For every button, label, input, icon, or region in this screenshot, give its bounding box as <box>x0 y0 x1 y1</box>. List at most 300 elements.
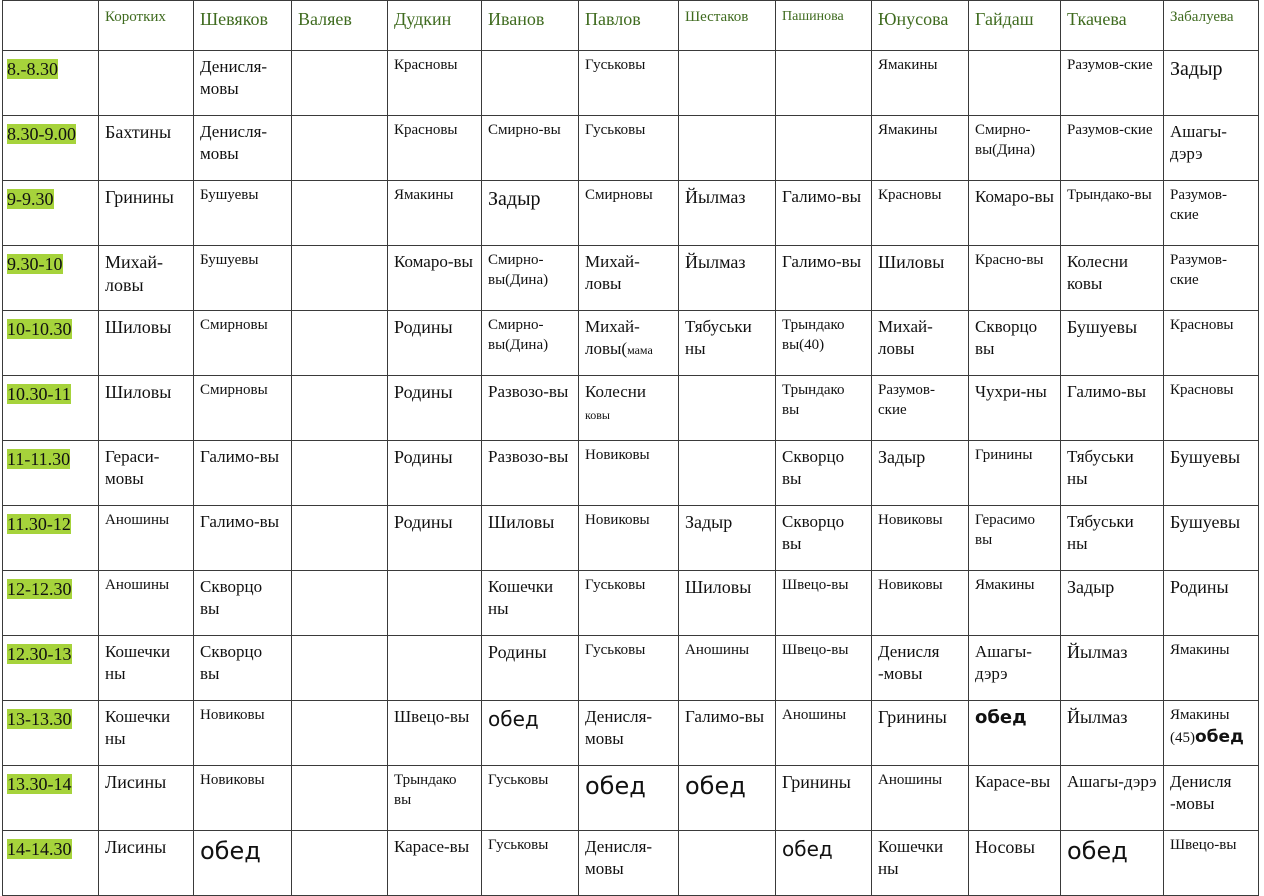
schedule-cell <box>292 116 388 181</box>
cell-text: обед <box>200 837 261 865</box>
cell-text: Скворцо вы <box>782 512 845 554</box>
schedule-cell <box>776 311 872 376</box>
schedule-cell <box>579 376 679 441</box>
header-cell: Иванов <box>482 1 579 51</box>
lunch-label: обед <box>1195 726 1244 747</box>
schedule-cell <box>1061 766 1164 831</box>
header-cell <box>3 1 99 51</box>
schedule-cell <box>872 51 969 116</box>
cell-text: Михай-ловы <box>878 317 933 359</box>
cell-text: Аношины <box>105 512 170 528</box>
schedule-cell <box>776 571 872 636</box>
schedule-cell <box>679 311 776 376</box>
schedule-cell <box>1164 51 1259 116</box>
schedule-cell <box>292 831 388 896</box>
cell-text: Разумов-ские <box>1170 252 1227 288</box>
schedule-cell <box>679 831 776 896</box>
cell-text: Родины <box>1170 577 1229 597</box>
cell-text: Трындако вы <box>394 772 457 808</box>
cell-text: Денисля -мовы <box>878 642 940 684</box>
schedule-cell <box>579 831 679 896</box>
cell-text: Носовы <box>975 837 1036 857</box>
schedule-cell <box>1164 246 1259 311</box>
cell-text: Йылмаз <box>1067 707 1128 727</box>
cell-text: Аношины <box>782 707 847 723</box>
cell-text: Михай-ловы( <box>585 317 640 359</box>
cell-text: Галимо-вы <box>685 707 765 726</box>
cell-text: обед <box>1067 837 1128 865</box>
schedule-cell <box>482 766 579 831</box>
schedule-cell <box>99 51 194 116</box>
schedule-cell <box>194 246 292 311</box>
cell-text: Задыр <box>878 447 926 467</box>
schedule-cell <box>872 506 969 571</box>
schedule-cell <box>1164 766 1259 831</box>
schedule-cell <box>776 831 872 896</box>
schedule-cell <box>969 636 1061 701</box>
schedule-cell <box>969 116 1061 181</box>
cell-text: Кошечки ны <box>488 577 554 619</box>
schedule-cell <box>388 376 482 441</box>
schedule-cell <box>679 441 776 506</box>
schedule-cell <box>292 311 388 376</box>
cell-text: Красно-вы <box>975 252 1044 268</box>
cell-text: Бушуевы <box>1170 512 1241 532</box>
schedule-cell <box>1061 441 1164 506</box>
table-row <box>3 571 1259 636</box>
header-cell: Гайдаш <box>969 1 1061 51</box>
cell-text: Галимо-вы <box>200 512 280 531</box>
time-cell <box>3 376 99 441</box>
cell-text: Трындако вы(40) <box>782 317 845 353</box>
cell-text: Задыр <box>685 512 733 532</box>
schedule-cell <box>194 571 292 636</box>
cell-text: Галимо-вы <box>782 252 862 271</box>
schedule-cell <box>969 51 1061 116</box>
cell-text: Развозо-вы <box>488 447 569 466</box>
schedule-cell <box>579 116 679 181</box>
table-row <box>3 766 1259 831</box>
schedule-cell <box>482 701 579 766</box>
schedule-cell <box>579 441 679 506</box>
cell-text: Ямакины <box>1170 642 1230 658</box>
schedule-cell <box>194 701 292 766</box>
time-label: 8.30-9.00 <box>7 124 76 144</box>
schedule-cell <box>194 441 292 506</box>
cell-text: Ямакины <box>394 187 454 203</box>
cell-text: Красновы <box>1170 382 1234 398</box>
schedule-cell <box>969 571 1061 636</box>
cell-text: Ашагы-дэрэ <box>1067 772 1157 791</box>
cell-text: Галимо-вы <box>1067 382 1147 401</box>
time-cell <box>3 311 99 376</box>
schedule-cell <box>99 376 194 441</box>
time-cell <box>3 441 99 506</box>
cell-text: Шиловы <box>878 252 945 272</box>
schedule-cell <box>679 181 776 246</box>
cell-text: Разумов-ские <box>1170 187 1227 223</box>
cell-text: обед <box>685 772 746 800</box>
cell-text: Гринины <box>975 447 1033 463</box>
schedule-cell <box>679 51 776 116</box>
cell-text: Смирно-вы(Дина) <box>975 122 1036 158</box>
cell-text: Кошечки ны <box>105 642 171 684</box>
header-row <box>3 1 1259 51</box>
cell-text: Йылмаз <box>685 252 746 272</box>
schedule-cell <box>579 311 679 376</box>
time-label: 11.30-12 <box>7 514 71 534</box>
cell-text: Швецо-вы <box>782 642 849 658</box>
schedule-cell <box>292 51 388 116</box>
schedule-cell <box>482 116 579 181</box>
schedule-cell <box>679 766 776 831</box>
cell-text: Денисля-мовы <box>585 707 653 749</box>
schedule-cell <box>1164 571 1259 636</box>
schedule-cell <box>872 766 969 831</box>
table-row <box>3 506 1259 571</box>
cell-text: Чухри-ны <box>975 382 1047 401</box>
schedule-cell <box>99 831 194 896</box>
cell-text: Денисля-мовы <box>200 122 268 164</box>
header-cell: Пашинова <box>776 1 872 51</box>
cell-text: обед <box>782 837 833 861</box>
schedule-cell <box>872 636 969 701</box>
cell-text: Швецо-вы <box>1170 837 1237 853</box>
cell-text: Карасе-вы <box>975 772 1051 791</box>
cell-text: Бахтины <box>105 122 172 142</box>
schedule-cell <box>579 51 679 116</box>
cell-text: обед <box>585 772 646 800</box>
header-cell: Коротких <box>99 1 194 51</box>
schedule-cell <box>1061 246 1164 311</box>
schedule-cell <box>872 116 969 181</box>
schedule-cell <box>194 51 292 116</box>
schedule-cell <box>679 636 776 701</box>
schedule-cell <box>482 376 579 441</box>
schedule-cell <box>579 766 679 831</box>
time-label: 8.-8.30 <box>7 59 58 79</box>
cell-text: Лисины <box>105 772 167 792</box>
schedule-cell <box>969 181 1061 246</box>
schedule-cell <box>99 701 194 766</box>
cell-text: Ашагы-дэрэ <box>1170 122 1227 164</box>
schedule-cell <box>872 701 969 766</box>
schedule-cell <box>1164 116 1259 181</box>
schedule-cell <box>388 246 482 311</box>
cell-text: Скворцо вы <box>200 642 263 684</box>
cell-text: Шиловы <box>105 317 172 337</box>
schedule-cell <box>388 51 482 116</box>
schedule-cell <box>482 311 579 376</box>
schedule-cell <box>1061 831 1164 896</box>
cell-text: Михай-ловы <box>105 252 164 296</box>
cell-text: Кошечки ны <box>105 707 171 749</box>
cell-text: Скворцо вы <box>782 447 845 489</box>
table-row <box>3 376 1259 441</box>
time-cell <box>3 636 99 701</box>
schedule-cell <box>292 441 388 506</box>
schedule-cell <box>99 441 194 506</box>
cell-text: обед <box>975 707 1027 728</box>
header-cell: Дудкин <box>388 1 482 51</box>
cell-text: Красновы <box>394 57 458 73</box>
schedule-cell <box>292 376 388 441</box>
cell-text: Родины <box>488 642 547 662</box>
cell-text: Красновы <box>878 187 942 203</box>
schedule-cell <box>579 246 679 311</box>
schedule-cell <box>1061 376 1164 441</box>
schedule-cell <box>679 701 776 766</box>
cell-text: Гринины <box>782 772 851 792</box>
schedule-cell <box>482 506 579 571</box>
schedule-cell <box>969 376 1061 441</box>
schedule-cell <box>388 701 482 766</box>
schedule-cell <box>194 376 292 441</box>
schedule-cell <box>679 506 776 571</box>
schedule-cell <box>194 311 292 376</box>
schedule-cell <box>482 636 579 701</box>
schedule-cell <box>776 701 872 766</box>
cell-text: Денисля -мовы <box>1170 772 1232 814</box>
cell-text: Шиловы <box>685 577 752 597</box>
schedule-cell <box>482 441 579 506</box>
table-row <box>3 51 1259 116</box>
cell-text: Ямакины <box>878 122 938 138</box>
header-cell: Юнусова <box>872 1 969 51</box>
note-text: ковы <box>585 408 610 423</box>
table-row <box>3 701 1259 766</box>
cell-text: Карасе-вы <box>394 837 470 856</box>
schedule-cell <box>388 636 482 701</box>
cell-text: Колесни ковы <box>1067 252 1128 294</box>
schedule-cell <box>292 701 388 766</box>
schedule-cell <box>99 246 194 311</box>
schedule-cell <box>776 506 872 571</box>
schedule-cell <box>292 571 388 636</box>
schedule-cell <box>99 116 194 181</box>
schedule-cell <box>194 181 292 246</box>
header-cell: Ткачева <box>1061 1 1164 51</box>
time-label: 10.30-11 <box>7 384 71 404</box>
schedule-cell <box>482 571 579 636</box>
cell-text: Гуськовы <box>585 577 646 593</box>
cell-text: обед <box>488 707 539 731</box>
cell-text: Ямакины <box>975 577 1035 593</box>
header-cell: Шевяков <box>194 1 292 51</box>
header-cell: Шестаков <box>679 1 776 51</box>
schedule-cell <box>969 831 1061 896</box>
schedule-cell <box>292 506 388 571</box>
table-row <box>3 441 1259 506</box>
note-text: мама <box>627 343 653 358</box>
time-label: 11-11.30 <box>7 449 71 469</box>
schedule-cell <box>194 116 292 181</box>
cell-text: Новиковы <box>200 772 265 788</box>
schedule-cell <box>776 51 872 116</box>
schedule-cell <box>388 506 482 571</box>
cell-text: Скворцо вы <box>975 317 1038 359</box>
schedule-cell <box>1061 51 1164 116</box>
cell-text: Ашагы-дэрэ <box>975 642 1032 684</box>
table-row <box>3 116 1259 181</box>
schedule-cell <box>579 506 679 571</box>
cell-text: Смирно-вы(Дина) <box>488 252 549 288</box>
cell-text: Новиковы <box>200 707 265 723</box>
cell-text: Смирно-вы <box>488 122 561 138</box>
schedule-cell <box>482 51 579 116</box>
schedule-cell <box>872 376 969 441</box>
schedule-cell <box>388 441 482 506</box>
schedule-cell <box>679 376 776 441</box>
schedule-cell <box>776 441 872 506</box>
cell-text: Бушуевы <box>1067 317 1138 337</box>
time-label: 12.30-13 <box>7 644 72 664</box>
time-label: 9-9.30 <box>7 189 54 209</box>
schedule-cell <box>1164 506 1259 571</box>
schedule-cell <box>872 441 969 506</box>
schedule-cell <box>1061 701 1164 766</box>
cell-text: Разумов-ские <box>878 382 935 418</box>
cell-text: Разумов-ские <box>1067 122 1153 138</box>
schedule-cell <box>579 636 679 701</box>
time-label: 14-14.30 <box>7 839 72 859</box>
cell-text: Задыр <box>1170 58 1223 80</box>
schedule-cell <box>579 181 679 246</box>
schedule-cell <box>482 831 579 896</box>
cell-text: Новиковы <box>878 577 943 593</box>
schedule-cell <box>1061 311 1164 376</box>
cell-text: Трындако вы <box>782 382 845 418</box>
cell-text: Родины <box>394 447 453 467</box>
table-row <box>3 181 1259 246</box>
table-row <box>3 311 1259 376</box>
schedule-cell <box>388 181 482 246</box>
schedule-cell <box>482 181 579 246</box>
schedule-cell <box>292 246 388 311</box>
cell-text: Гуськовы <box>585 122 646 138</box>
schedule-cell <box>292 636 388 701</box>
schedule-cell <box>679 116 776 181</box>
schedule-cell <box>1061 116 1164 181</box>
schedule-cell <box>1164 441 1259 506</box>
time-cell <box>3 571 99 636</box>
cell-text: Гуськовы <box>488 837 549 853</box>
time-cell <box>3 51 99 116</box>
time-cell <box>3 701 99 766</box>
schedule-cell <box>292 766 388 831</box>
schedule-cell <box>1164 181 1259 246</box>
table-row <box>3 831 1259 896</box>
schedule-cell <box>99 311 194 376</box>
cell-text: Комаро-вы <box>975 187 1054 206</box>
schedule-cell <box>99 636 194 701</box>
cell-text: Скворцо вы <box>200 577 263 619</box>
schedule-cell <box>776 766 872 831</box>
schedule-cell <box>99 506 194 571</box>
schedule-table <box>2 0 1259 896</box>
time-label: 13.30-14 <box>7 774 72 794</box>
schedule-cell <box>292 181 388 246</box>
time-label: 12-12.30 <box>7 579 72 599</box>
schedule-cell <box>969 506 1061 571</box>
schedule-cell <box>99 571 194 636</box>
schedule-cell <box>194 831 292 896</box>
cell-text: Шиловы <box>488 512 555 532</box>
cell-text: Смирновы <box>585 187 653 203</box>
time-cell <box>3 116 99 181</box>
cell-text: Аношины <box>685 642 750 658</box>
cell-text: Родины <box>394 512 453 532</box>
cell-text: Ямакины (45) <box>1170 707 1230 746</box>
header-cell: Забалуева <box>1164 1 1259 51</box>
cell-text: Родины <box>394 317 453 337</box>
cell-text: Герасимо вы <box>975 512 1036 548</box>
cell-text: Швецо-вы <box>782 577 849 593</box>
cell-text: Бушуевы <box>200 252 259 268</box>
schedule-cell <box>1061 506 1164 571</box>
schedule-cell <box>969 246 1061 311</box>
cell-text: Смирновы <box>200 317 268 333</box>
time-label: 13-13.30 <box>7 709 72 729</box>
schedule-cell <box>872 571 969 636</box>
cell-text: Гринины <box>878 707 947 727</box>
cell-text: Тябуськи ны <box>1067 447 1134 489</box>
cell-text: Денисля-мовы <box>585 837 653 879</box>
schedule-cell <box>194 506 292 571</box>
schedule-cell <box>872 181 969 246</box>
time-cell <box>3 181 99 246</box>
schedule-cell <box>1061 181 1164 246</box>
schedule-cell <box>388 116 482 181</box>
time-cell <box>3 831 99 896</box>
cell-text: Гринины <box>105 187 174 207</box>
schedule-cell <box>388 831 482 896</box>
cell-text: Денисля-мовы <box>200 57 268 99</box>
schedule-cell <box>1164 311 1259 376</box>
cell-text: Швецо-вы <box>394 707 470 726</box>
schedule-cell <box>99 181 194 246</box>
cell-text: Галимо-вы <box>200 447 280 466</box>
schedule-cell <box>1061 636 1164 701</box>
schedule-cell <box>872 311 969 376</box>
cell-text: Новиковы <box>878 512 943 528</box>
cell-text: Кошечки ны <box>878 837 944 879</box>
cell-text: Гуськовы <box>488 772 549 788</box>
cell-text: Новиковы <box>585 447 650 463</box>
cell-text: Йылмаз <box>1067 642 1128 662</box>
cell-text: Тябуськи ны <box>685 317 752 359</box>
time-cell <box>3 506 99 571</box>
cell-text: Тябуськи ны <box>1067 512 1134 554</box>
cell-text: Бушуевы <box>200 187 259 203</box>
schedule-cell <box>579 701 679 766</box>
schedule-cell <box>1164 376 1259 441</box>
cell-text: Бушуевы <box>1170 447 1241 467</box>
schedule-cell <box>1164 831 1259 896</box>
schedule-cell <box>969 766 1061 831</box>
schedule-cell <box>1164 701 1259 766</box>
cell-text: Ямакины <box>878 57 938 73</box>
cell-text: Смирно-вы(Дина) <box>488 317 549 353</box>
schedule-cell <box>194 636 292 701</box>
cell-text: Комаро-вы <box>394 252 473 271</box>
time-label: 10-10.30 <box>7 319 72 339</box>
schedule-cell <box>776 636 872 701</box>
schedule-cell <box>969 441 1061 506</box>
time-cell <box>3 246 99 311</box>
schedule-cell <box>482 246 579 311</box>
schedule-cell <box>579 571 679 636</box>
